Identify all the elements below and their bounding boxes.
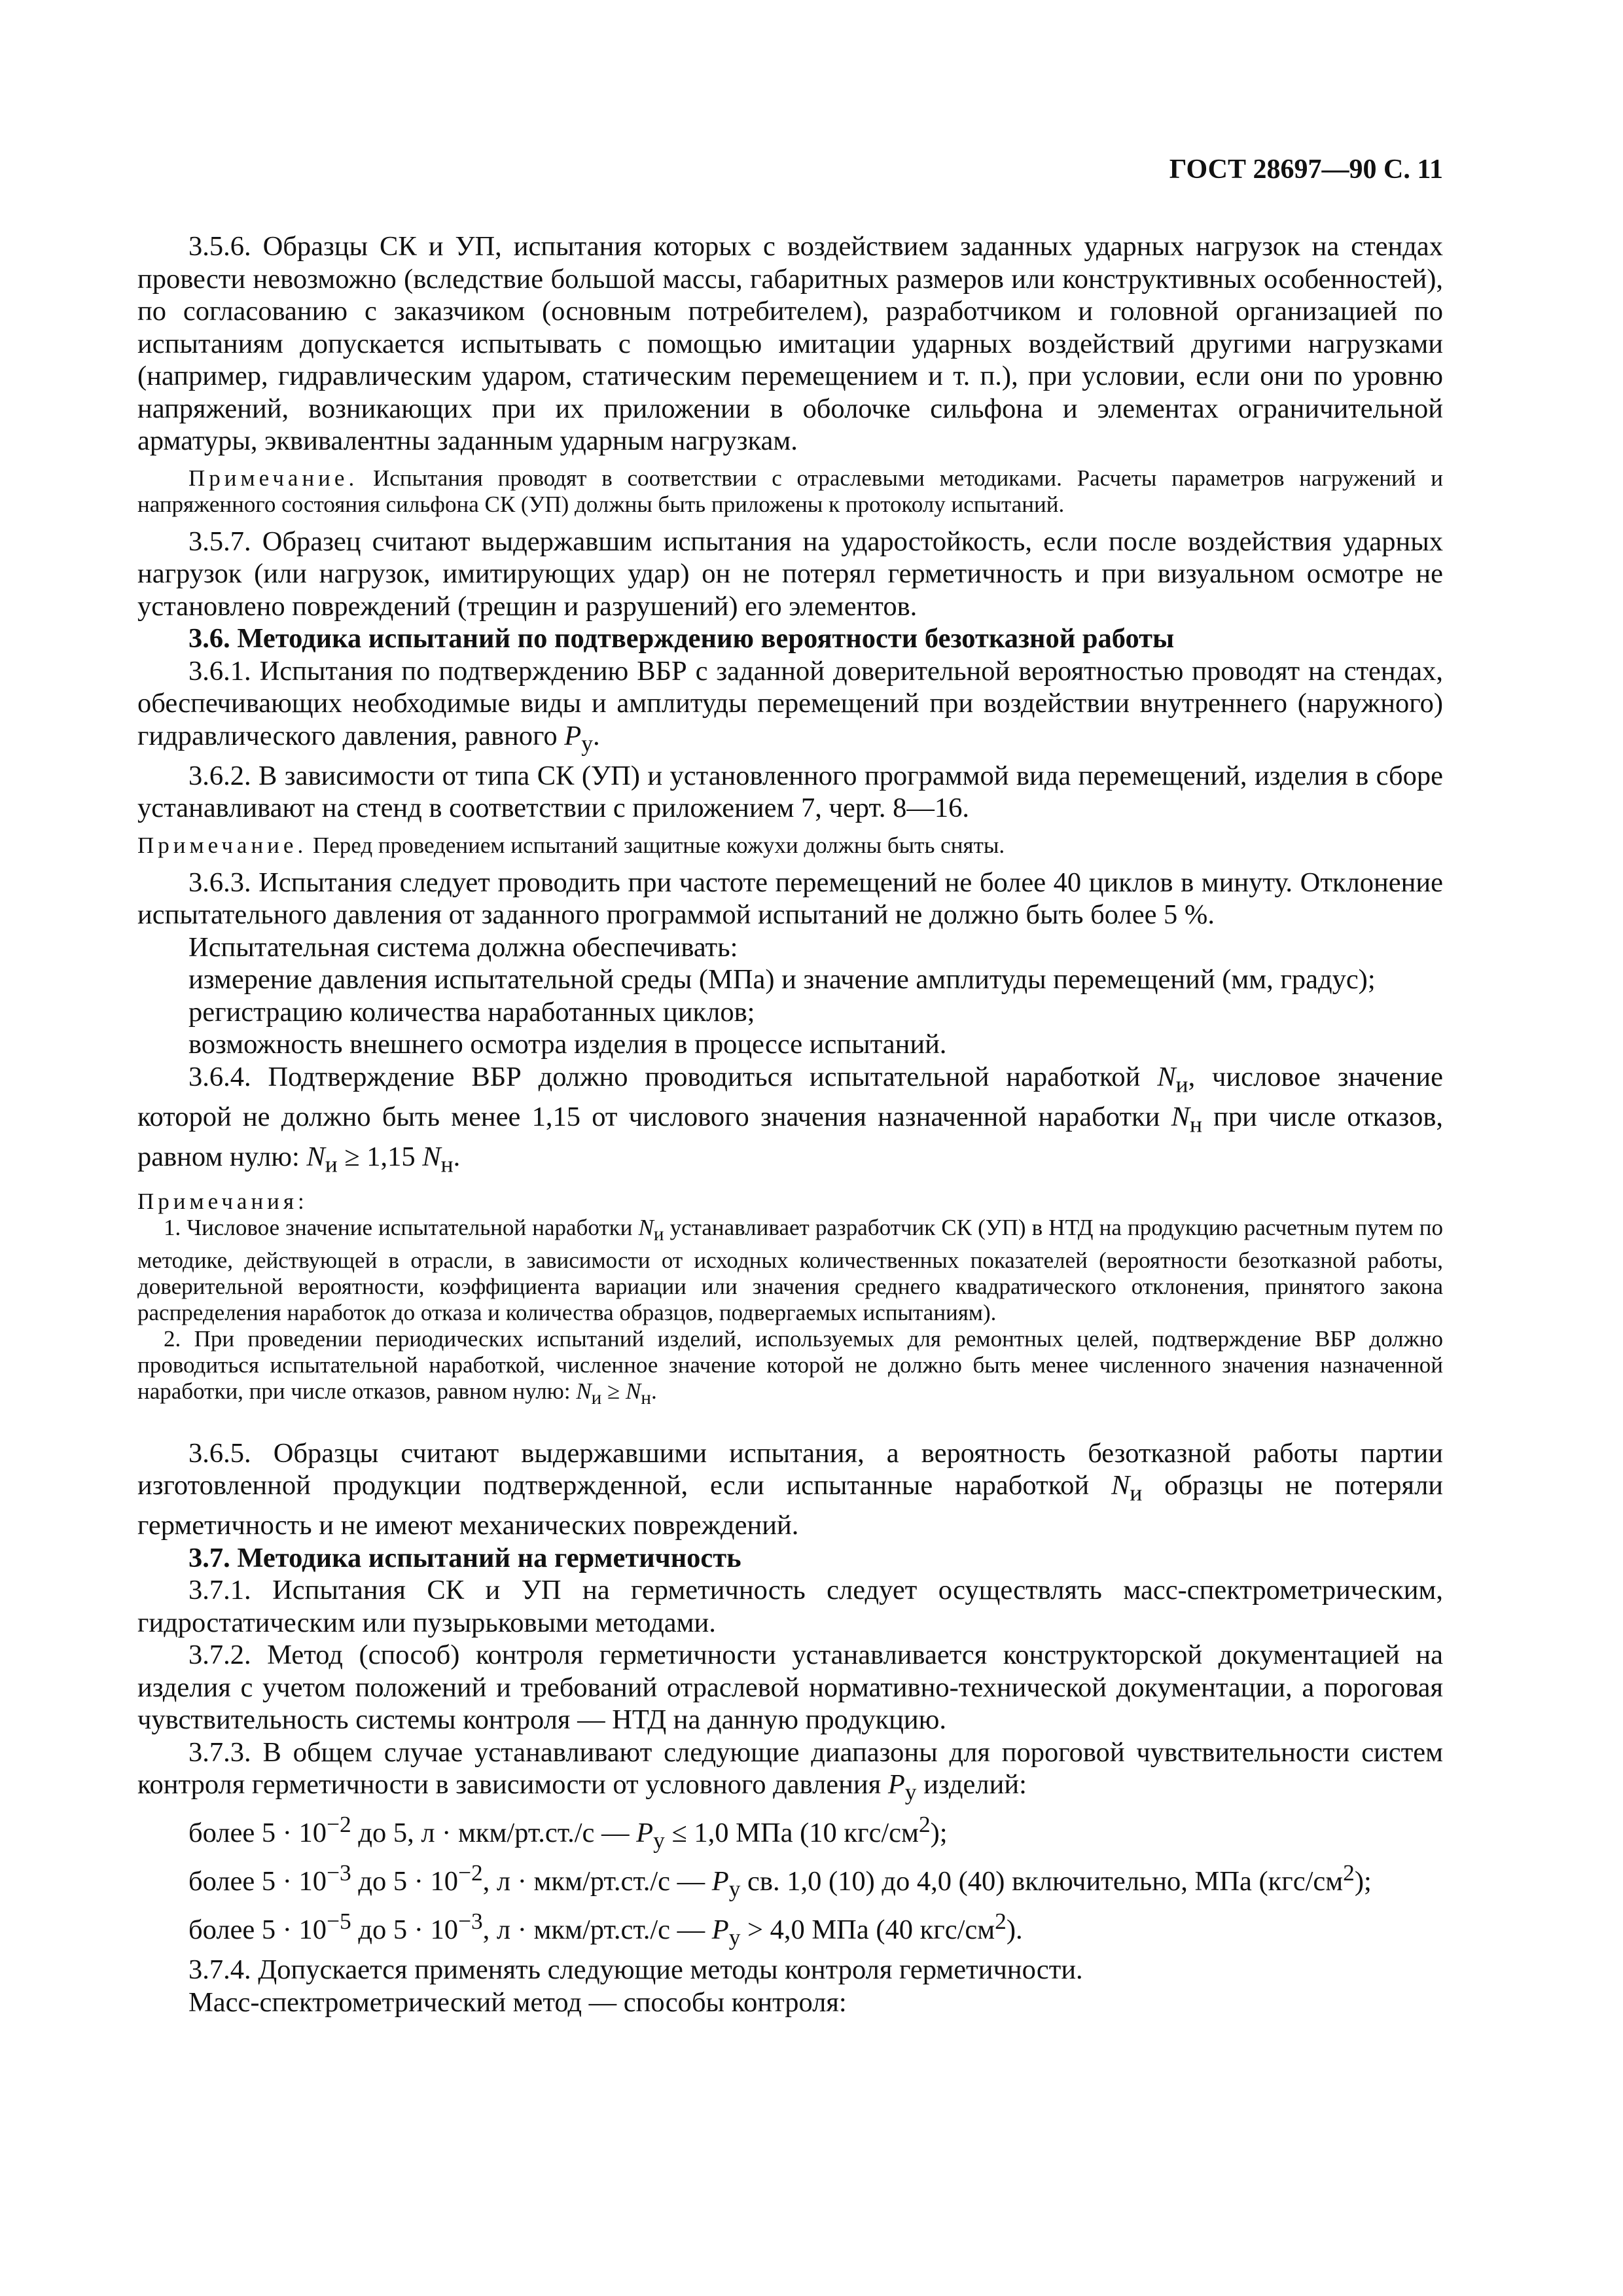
paragraph-3-6-3-b: измерение давления испытательной среды (МПа) и значение амплитуды перемещений (мм, градус); xyxy=(188,964,1376,995)
text: 1. Числовое значение испытательной наработки xyxy=(164,1214,633,1240)
symbol: N xyxy=(422,1141,441,1172)
text: ≤ 1,0 МПа (10 кгс/см xyxy=(671,1818,919,1849)
paragraph-3-7-3 xyxy=(137,1736,1443,1809)
symbol: P xyxy=(564,720,582,751)
text: 3.6.1. Испытания по подтверждению ВБР с заданной доверительной вероятностью проводят на стендах, обеспечивающих необходимые виды и амплитуды перемещений при воздействии внутреннего (наружного) гидравлического давления, равного xyxy=(137,655,1443,751)
subscript: у xyxy=(904,1778,917,1805)
text: 2. При проведении периодических испытаний изделий, используемых для ремонтных целей, подтверждение ВБР должно проводиться испытательной наработкой, численное значение которой не должно быть менее численного значения назначенной наработки, при числе отказов, равном нулю: xyxy=(137,1325,1443,1404)
paragraph-3-6-3-c: регистрацию количества наработанных циклов; xyxy=(188,996,755,1028)
range-3 xyxy=(137,1905,1443,1954)
text: , л · мкм/рт.ст./с — xyxy=(482,1914,705,1946)
paragraph-3-7-4: 3.7.4. Допускается применять следующие методы контроля герметичности. xyxy=(188,1954,1083,1986)
paragraph-3-7-1: 3.7.1. Испытания СК и УП на герметичность следует осуществлять масс-спектрометрическим, гидростатическим или пузырьковыми методами. xyxy=(137,1575,1443,1638)
symbol: P xyxy=(887,1769,905,1800)
text: ≥ xyxy=(607,1378,620,1404)
subscript: у xyxy=(581,730,593,756)
note-item-1 xyxy=(137,1215,1443,1326)
symbol: N xyxy=(626,1378,641,1404)
text: до 5 · 10 xyxy=(358,1914,458,1946)
subscript: и xyxy=(325,1151,338,1177)
text: ); xyxy=(1354,1866,1372,1897)
range-1 xyxy=(137,1808,1443,1857)
paragraph-3-7-2: 3.7.2. Метод (способ) контроля герметичности устанавливается конструкторской документацией на изделия с учетом положений и требований отраслевой нормативно-технической документации, а пороговая чувствительность системы контроля — НТД на данную продукцию. xyxy=(137,1640,1443,1735)
text: 3.6.5. Образцы считают выдержавшими испытания, а вероятность безотказной работы партии изготовленной продукции подтвержденной, если испытанные наработкой xyxy=(137,1437,1443,1501)
text: ). xyxy=(1006,1914,1023,1946)
paragraph-3-7-4-a: Масс-спектрометрический метод — способы контроля: xyxy=(188,1986,847,2018)
text: > 4,0 МПа (40 кгс/см xyxy=(747,1914,995,1946)
subscript: н xyxy=(1190,1111,1202,1137)
text: ); xyxy=(930,1818,948,1849)
text: устанавливает разработчик СК (УП) в НТД на продукцию расчетным путем по методике, действующей в отрасли, в зависимости от исходных количественных показателей (вероятности безотказной работы, доверительной вероятности, коэффициента вариации или значения среднего квадратического отклонения, принятого закона распределения наработок до отказа и количества образцов, подвергаемых испытаниям). xyxy=(137,1214,1444,1325)
paragraph-3-6-5 xyxy=(137,1437,1443,1542)
text: образцы не потеряли герметичность и не имеют механических повреждений. xyxy=(137,1470,1444,1541)
paragraph-3-5-7: 3.5.7. Образец считают выдержавшим испытания на ударостойкость, если после воздействия ударных нагрузок (или нагрузок, имитирующих удар) он не потерял герметичность и при визуальном осмотре не установлено повреждений (трещин и разрушений) его элементов. xyxy=(137,526,1443,622)
notes-label xyxy=(137,1189,1443,1215)
subscript: и xyxy=(653,1223,664,1245)
subscript: и xyxy=(1130,1479,1143,1506)
symbol: N xyxy=(1111,1470,1130,1501)
heading-3-6: 3.6. Методика испытаний по подтверждению вероятности безотказной работы xyxy=(188,623,1175,654)
subscript: н xyxy=(440,1151,454,1177)
paragraph-3-6-3: 3.6.3. Испытания следует проводить при частоте перемещений не более 40 циклов в минуту. Отклонение испытательного давления от заданного программой испытаний не должно быть более 5 %. xyxy=(137,867,1443,930)
text: , числовое значение которой не должно быть менее 1,15 от числового значения назначенной наработки xyxy=(137,1061,1444,1132)
note-item-2: 2. При проведении периодических испытаний изделий, используемых для ремонтных целей, подтверждение ВБР должно проводиться испытательной наработкой, численное значение которой не должно быть менее численного значения назначенной наработки, при числе отказов, равном нулю: $N_и \ge N_н$. xyxy=(137,1325,1443,1408)
symbol: P xyxy=(711,1866,729,1897)
symbol: N xyxy=(638,1214,654,1240)
subscript: у xyxy=(728,1875,741,1902)
range-2 xyxy=(137,1857,1443,1905)
note-text: Перед проведением испытаний защитные кожухи должны быть сняты. xyxy=(312,832,1005,858)
note-2 xyxy=(137,833,1443,859)
text: более 5 · 10 xyxy=(188,1818,327,1849)
symbol: P xyxy=(636,1818,654,1849)
text: 3.7.3. В общем случае устанавливают следующие диапазоны для пороговой чувствительности систем контроля герметичности в зависимости от условного давления xyxy=(137,1736,1443,1800)
subscript: у xyxy=(728,1924,741,1950)
text: до 5 · 10 xyxy=(358,1866,458,1897)
superscript: −5 xyxy=(327,1908,351,1935)
text: св. 1,0 (10) до 4,0 (40) включительно, МПа (кгс/см xyxy=(747,1866,1344,1897)
subscript: у xyxy=(653,1827,665,1854)
text: , л · мкм/рт.ст./с — xyxy=(482,1866,705,1897)
symbol: N xyxy=(1157,1061,1176,1092)
subscript: и xyxy=(1175,1071,1188,1097)
text: изделий: xyxy=(923,1769,1027,1800)
superscript: −2 xyxy=(457,1859,483,1886)
paragraph-3-6-3-a: Испытательная система должна обеспечивать: xyxy=(188,931,738,963)
heading-3-7: 3.7. Методика испытаний на герметичность xyxy=(188,1542,741,1573)
paragraph-3-6-4: 3.6.4. Подтверждение ВБР должно проводиться испытательной наработкой $N_и$, числовое значение которой не должно быть менее 1,15 от числового значения назначенной наработки $N_н$ при числе отказов, равном нулю: $N_и \ge 1,15$ $N_н$. xyxy=(137,1061,1444,1177)
text: ≥ 1,15 xyxy=(344,1141,416,1172)
text: до 5, л · мкм/рт.ст./с — xyxy=(358,1818,630,1849)
paragraph-3-6-1: 3.6.1. Испытания по подтверждению ВБР с заданной доверительной вероятностью проводят на стендах, обеспечивающих необходимые виды и амплитуды перемещений при воздействии внутреннего (наружного) гидравлического давления, равного $P_у$. xyxy=(137,655,1443,756)
superscript: −3 xyxy=(457,1908,483,1935)
subscript: н xyxy=(641,1387,651,1408)
superscript: −3 xyxy=(327,1859,351,1886)
superscript: 2 xyxy=(918,1811,931,1837)
paragraph-3-6-3-d: возможность внешнего осмотра изделия в процессе испытаний. xyxy=(188,1029,947,1060)
superscript: 2 xyxy=(1343,1859,1355,1886)
symbol: N xyxy=(306,1141,325,1172)
spacer xyxy=(137,1411,1443,1437)
text: 3.6.4. Подтверждение ВБР должно проводиться испытательной наработкой xyxy=(188,1061,1141,1092)
text: более 5 · 10 xyxy=(188,1914,327,1946)
text: при числе отказов, равном нулю: xyxy=(137,1101,1444,1172)
superscript: 2 xyxy=(995,1908,1007,1935)
note-label: Примечание. xyxy=(188,465,359,491)
symbol: N xyxy=(576,1378,592,1404)
notes-label-text: Примечания: xyxy=(137,1188,308,1214)
note-1 xyxy=(137,465,1443,518)
note-label: Примечание. xyxy=(137,832,308,858)
symbol: P xyxy=(711,1914,729,1946)
text: более 5 · 10 xyxy=(188,1866,327,1897)
document-body xyxy=(137,230,1443,2018)
paragraph-3-6-2: 3.6.2. В зависимости от типа СК (УП) и установленного программой вида перемещений, изделия в сборе устанавливают на стенд в соответствии с приложением 7, черт. 8—16. xyxy=(137,760,1443,823)
note-text: Испытания проводят в соответствии с отраслевыми методиками. Расчеты параметров нагружений и напряженного состояния сильфона СК (УП) должны быть приложены к протоколу испытаний. xyxy=(137,465,1444,517)
superscript: −2 xyxy=(327,1811,351,1837)
symbol: N xyxy=(1171,1101,1190,1132)
running-header: ГОСТ 28697—90 С. 11 xyxy=(1169,154,1443,185)
paragraph-3-5-6: 3.5.6. Образцы СК и УП, испытания которых с воздействием заданных ударных нагрузок на стендах провести невозможно (вследствие большой массы, габаритных размеров или конструктивных особенностей), по согласованию с заказчиком (основным потребителем), разработчиком и головной организацией по испытаниям допускается испытывать с помощью имитации ударных воздействий другими нагрузками (например, гидравлическим ударом, статическим перемещением и т. п.), при условии, если они по уровню напряжений, возникающих при их приложении в оболочке сильфона и элементах ограничительной арматуры, эквивалентны заданным ударным нагрузкам. xyxy=(137,231,1443,456)
subscript: и xyxy=(591,1387,602,1408)
